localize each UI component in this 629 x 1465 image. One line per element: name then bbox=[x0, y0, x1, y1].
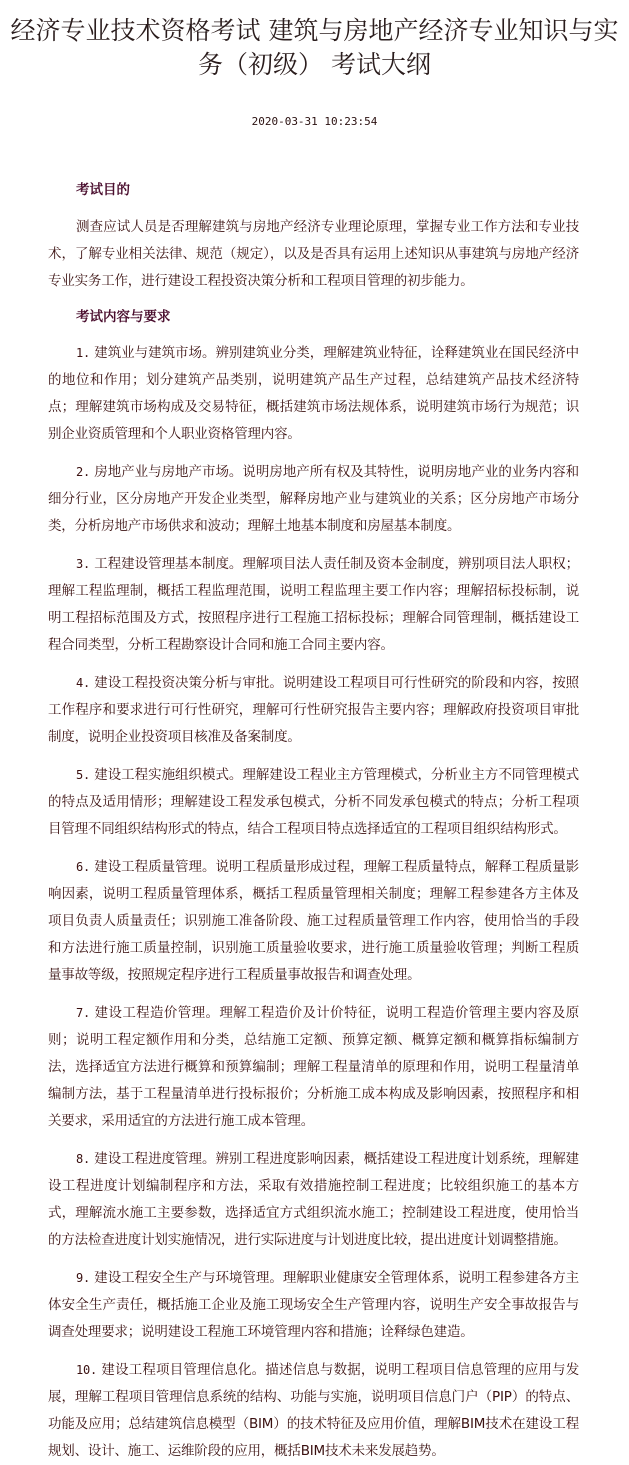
section-heading-content: 考试内容与要求 bbox=[76, 309, 171, 325]
list-item bbox=[48, 1000, 579, 1135]
item-number: 5. bbox=[76, 768, 91, 782]
item-number: 6. bbox=[76, 860, 91, 874]
article-body bbox=[48, 180, 579, 1465]
publish-date: 2020-03-31 10:23:54 bbox=[251, 115, 378, 128]
item-number: 7. bbox=[76, 1006, 91, 1020]
item-text: 建设工程投资决策分析与审批。说明建设工程项目可行性研究的阶段和内容，按照工作程序和要求进行可行性研究，理解可行性研究报告主要内容；理解政府投资项目审批制度，说明企业投资项目核准及备案制度。 bbox=[48, 675, 579, 745]
list-item bbox=[48, 340, 579, 448]
item-number: 1. bbox=[76, 346, 91, 360]
item-text: 建设工程项目管理信息化。描述信息与数据，说明工程项目信息管理的应用与发展，理解工程项目管理信息系统的结构、功能与实施，说明项目信息门户（PIP）的特点、功能及应用；总结建筑信息模型（BIM）的技术特征及应用价值，理解BIM技术在建设工程规划、设计、施工、运维阶段的应用，概括BIM技术未来发展趋势。 bbox=[48, 1362, 579, 1459]
item-text: 建设工程进度管理。辨别工程进度影响因素，概括建设工程进度计划系统，理解建设工程进度计划编制程序和方法，采取有效措施控制工程进度；比较组织施工的基本方式，理解流水施工主要参数，选择适宜方式组织流水施工；控制建设工程进度，使用恰当的方法检查进度计划实施情况，进行实际进度与计划进度比较，提出进度计划调整措施。 bbox=[48, 1151, 579, 1248]
list-item bbox=[48, 670, 579, 751]
item-text: 建设工程实施组织模式。理解建设工程业主方管理模式，分析业主方不同管理模式的特点及适用情形；理解建设工程发承包模式，分析不同发承包模式的特点；分析工程项目管理不同组织结构形式的特点，结合工程项目特点选择适宜的工程项目组织结构形式。 bbox=[48, 767, 579, 837]
item-number: 4. bbox=[76, 676, 91, 690]
list-item bbox=[48, 854, 579, 989]
item-text: 建设工程安全生产与环境管理。理解职业健康安全管理体系，说明工程参建各方主体安全生产责任，概括施工企业及施工现场安全生产管理内容，说明生产安全事故报告与调查处理要求；说明建设工程施工环境管理内容和措施；诠释绿色建造。 bbox=[48, 1270, 579, 1340]
article-title: 经济专业技术资格考试 建筑与房地产经济专业知识与实务（初级） 考试大纲 bbox=[10, 16, 619, 79]
item-text: 房地产业与房地产市场。说明房地产所有权及其特性，说明房地产业的业务内容和细分行业，区分房地产开发企业类型，解释房地产业与建筑业的关系；区分房地产市场分类，分析房地产市场供求和波动；理解土地基本制度和房屋基本制度。 bbox=[48, 464, 579, 534]
item-text: 建设工程质量管理。说明工程质量形成过程，理解工程质量特点，解释工程质量影响因素，说明工程质量管理体系，概括工程质量管理相关制度；理解工程参建各方主体及项目负责人质量责任；识别施工准备阶段、施工过程质量管理工作内容，使用恰当的手段和方法进行施工质量控制，识别施工质量验收要求，进行施工质量验收管理；判断工程质量事故等级，按照规定程序进行工程质量事故报告和调查处理。 bbox=[48, 859, 579, 983]
list-item bbox=[48, 762, 579, 843]
item-number: 10. bbox=[76, 1363, 98, 1377]
list-item bbox=[48, 459, 579, 540]
item-number: 8. bbox=[76, 1152, 91, 1166]
item-number: 2. bbox=[76, 465, 91, 479]
item-text: 工程建设管理基本制度。理解项目法人责任制及资本金制度，辨别项目法人职权；理解工程监理制，概括工程监理范围，说明工程监理主要工作内容；理解招标投标制，说明工程招标范围及方式，按照程序进行工程施工招标投标；理解合同管理制，概括建设工程合同类型，分析工程勘察设计合同和施工合同主要内容。 bbox=[48, 556, 579, 653]
item-text: 建筑业与建筑市场。辨别建筑业分类，理解建筑业特征，诠释建筑业在国民经济中的地位和作用；划分建筑产品类别，说明建筑产品生产过程，总结建筑产品技术经济特点；理解建筑市场构成及交易特征，概括建筑市场法规体系，说明建筑市场行为规范；识别企业资质管理和个人职业资格管理内容。 bbox=[48, 345, 579, 442]
list-item bbox=[48, 1146, 579, 1254]
section-heading-purpose: 考试目的 bbox=[76, 182, 130, 198]
list-item bbox=[48, 1265, 579, 1346]
list-item bbox=[48, 551, 579, 659]
item-text: 建设工程造价管理。理解工程造价及计价特征，说明工程造价管理主要内容及原则；说明工程定额作用和分类，总结施工定额、预算定额、概算定额和概算指标编制方法，选择适宜方法进行概算和预算编制；理解工程量清单的原理和作用，说明工程量清单编制方法，基于工程量清单进行投标报价；分析施工成本构成及影响因素，按照程序和相关要求，采用适宜的方法进行施工成本管理。 bbox=[48, 1005, 579, 1129]
purpose-paragraph: 测查应试人员是否理解建筑与房地产经济专业理论原理，掌握专业工作方法和专业技术，了解专业相关法律、规范（规定），以及是否具有运用上述知识从事建筑与房地产经济专业实务工作，进行建设工程投资决策分析和工程项目管理的初步能力。 bbox=[48, 219, 579, 289]
item-number: 9. bbox=[76, 1271, 91, 1285]
item-number: 3. bbox=[76, 557, 91, 571]
